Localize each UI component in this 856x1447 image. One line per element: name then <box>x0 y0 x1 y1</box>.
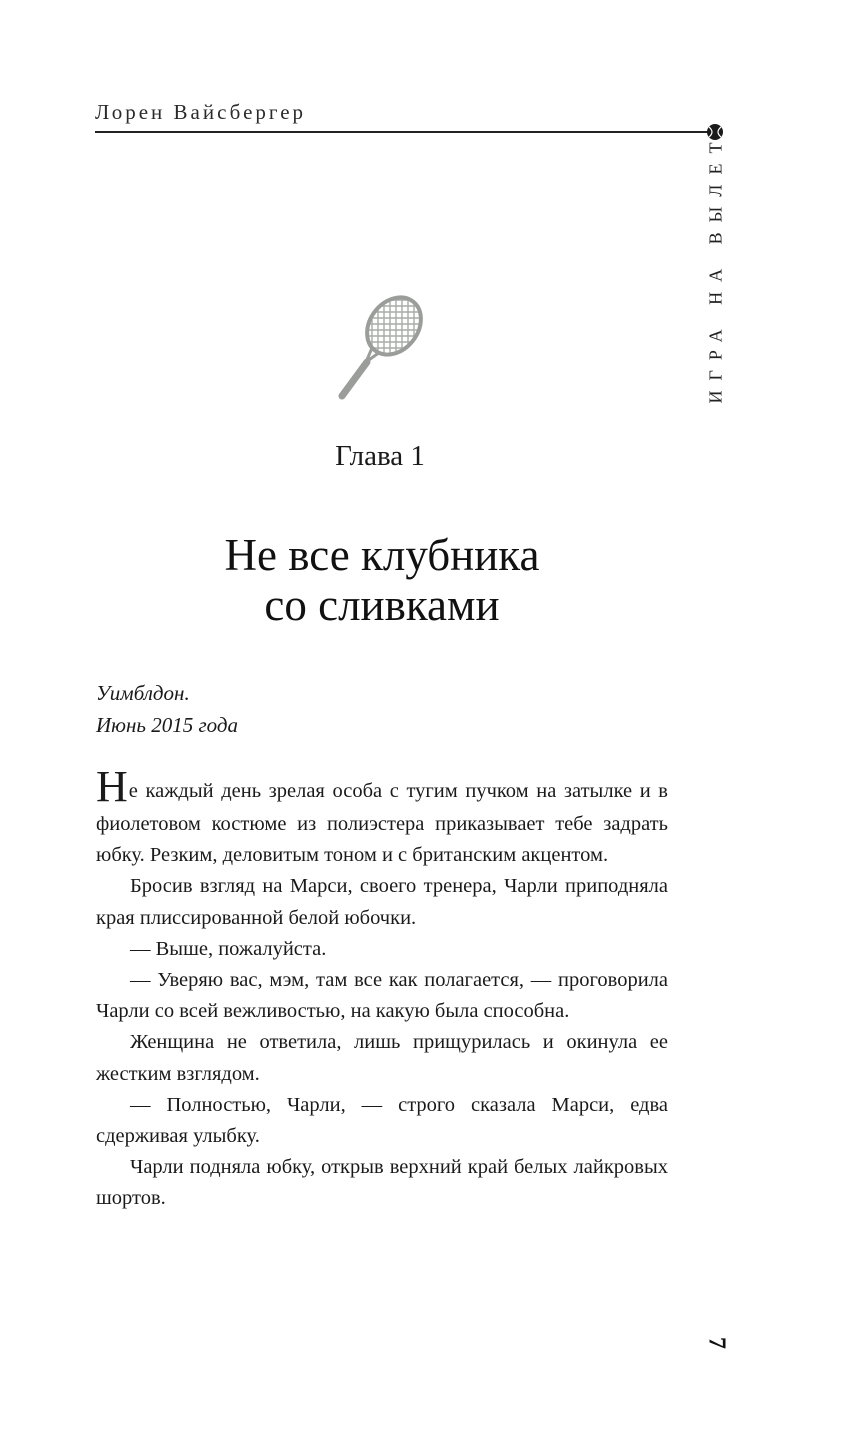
running-head-book-title: ИГРА НА ВЫЛЕТ <box>705 132 726 404</box>
chapter-title-line-2: со сливками <box>264 580 500 630</box>
paragraph-3: — Выше, пожалуйста. <box>130 937 327 960</box>
chapter-label: Глава 1 <box>335 440 425 472</box>
chapter-title-line-1: Не все клубника <box>224 530 540 580</box>
page-number: 7 <box>703 1337 730 1349</box>
chapter-title <box>0 530 764 630</box>
body-text <box>96 762 668 1215</box>
epigraph-place: Уимблдон. <box>96 681 190 705</box>
paragraph-4: — Уверяю вас, мэм, там все как полагается, — проговорила Чарли со всей вежливостью, на какую была способна. <box>96 969 668 1023</box>
paragraph-6: — Полностью, Чарли, — строго сказала Марси, едва сдерживая улыбку. <box>96 1093 668 1148</box>
paragraph-7: Чарли подняла юбку, открыв верхний край белых лайкровых шортов. <box>96 1156 668 1210</box>
paragraph-5: Женщина не ответила, лишь прищурилась и окинула ее жестким взглядом. <box>96 1031 668 1085</box>
paragraph-1 <box>96 762 668 871</box>
paragraph-1-text: е каждый день зрелая особа с тугим пучком на затылке и в фиолетовом костюме из полиэстера приказывает тебе задрать юбку. Резким, деловитым тоном и с британским акцентом. <box>96 780 668 867</box>
header-rule <box>95 131 711 133</box>
running-head-author: Лорен Вайсбергер <box>95 100 307 124</box>
paragraph-2: Бросив взгляд на Марси, своего тренера, Чарли приподняла края плиссированной белой юбочки. <box>96 875 668 929</box>
epigraph <box>96 677 238 741</box>
epigraph-date: Июнь 2015 года <box>96 713 238 737</box>
drop-cap: Н <box>96 762 128 811</box>
tennis-racket-icon <box>330 292 430 402</box>
